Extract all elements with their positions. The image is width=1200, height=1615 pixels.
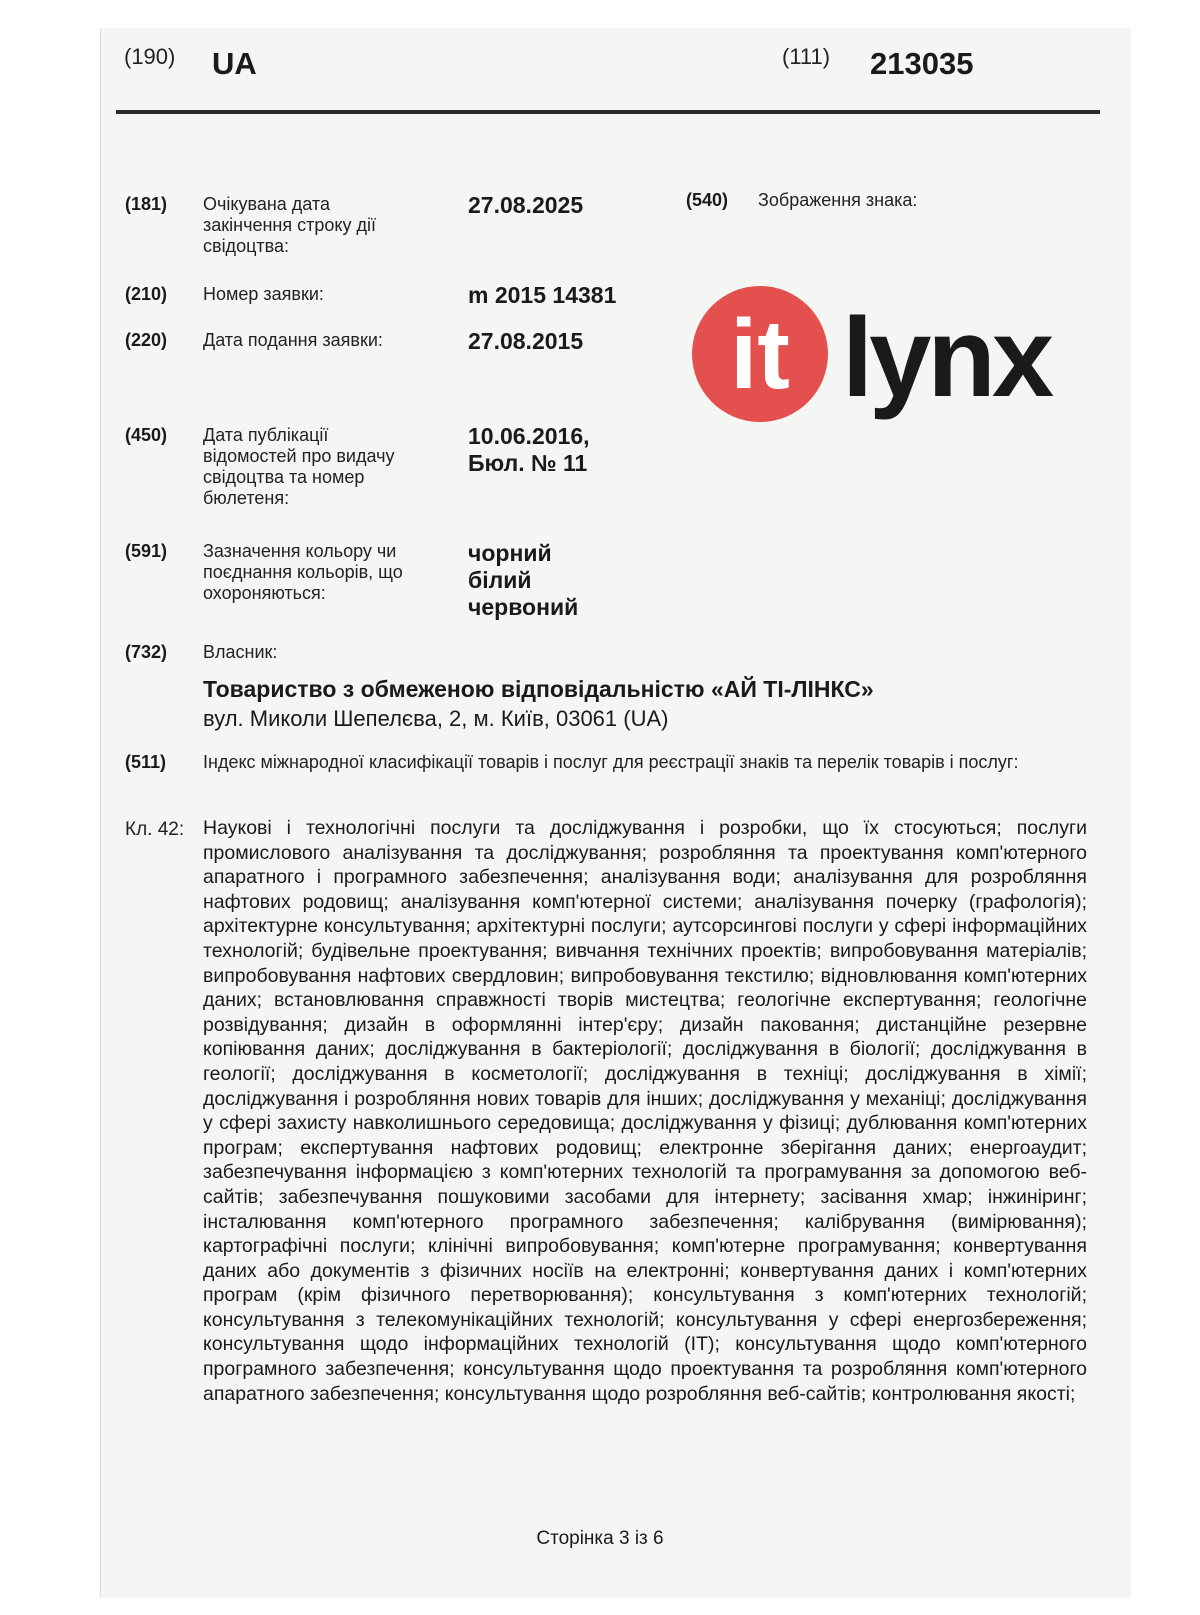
country-code: UA [212, 46, 257, 81]
country-code-label: (190) [124, 44, 176, 69]
owner-address: вул. Миколи Шепелєва, 2, м. Київ, 03061 (UA) [203, 706, 669, 731]
field-label-mark-image: Зображення знака: [758, 190, 918, 210]
field-label-filing-date: Дата подання заявки: [203, 330, 383, 350]
field-code-220: (220) [125, 330, 168, 350]
reg-number-label: (111) [782, 44, 831, 69]
field-value-filing-date: 27.08.2015 [468, 328, 584, 354]
logo-circle-text: it [730, 299, 790, 409]
field-value-colors: чорний білий червоний [468, 540, 579, 620]
class-label: Кл. 42: [125, 819, 185, 840]
field-value-publication: 10.06.2016, Бюл. № 11 [468, 423, 590, 476]
field-label-owner: Власник: [203, 642, 278, 662]
class-services-text: Наукові і технологічні послуги та досліджування і розробки, що їх стосуються; послуги промислового аналізування та досліджування; розробляння та проектування комп'ютерного апаратного і програмного забезпечення; аналізування води; аналізування для розробляння нафтових родовищ; аналізування комп'ютерної системи; аналізування почерку (графологія); архітектурне консультування; архітектурні послуги; аутсорсингові послуги у сфері інформаційних технологій; будівельне проектування; вивчання технічних проектів; випробовування матеріалів; випробовування нафтових свердловин; випробовування текстилю; відновлювання комп'ютерних даних; встановлювання справжності творів мистецтва; геологічне експертування; геологічне розвідування; дизайн в оформлянні інтер'єру; дизайн паковання; дистанційне резервне копіювання даних; досліджування в бактеріології; досліджування в біології; досліджування в геології; досліджування в косметології; досліджування в техніці; досліджування в хімії; досліджування і розробляння нових товарів для інших; досліджування у механіці; досліджування у сфері захисту навколишнього середовища; досліджування у фізиці; дублювання комп'ютерних програм; експертування нафтових родовищ; електронне зберігання даних; енергоаудит; забезпечування інформацією з комп'ютерних технологій та програмування за допомогою веб-сайтів; забезпечування пошуковими засобами для інтернету; засівання хмар; інжиніринг; інсталювання комп'ютерного програмного забезпечення; калібрування (вимірювання); картографічні послуги; клінічні випробовування; комп'ютерне програмування; конвертування даних або документів з фізичних носіїв на електронні; конвертування даних і комп'ютерних програм (крім фізичного перетворювання); консультування з комп'ютерних технологій; консультування з телекомунікаційних технологій; консультування у сфері енергозбереження; консультування щодо інформаційних технологій (ІТ); консультування щодо комп'ютерного програмного забезпечення; консультування щодо проектування та розробляння комп'ютерного апаратного забезпечення; консультування щодо розробляння веб-сайтів; контролювання якості; [203, 817, 1087, 1405]
field-label-colors: Зазначення кольору чи поєднання кольорів, що охороняються: [203, 541, 403, 603]
field-code-732: (732) [125, 642, 168, 662]
header-divider [116, 110, 1100, 114]
logo-wordmark: lynx [842, 295, 1051, 420]
reg-number: 213035 [870, 46, 974, 81]
logo-graphic [690, 284, 1070, 434]
field-value-application-number: m 2015 14381 [468, 282, 617, 308]
field-label-publication: Дата публікації відомостей про видачу свідоцтва та номер бюлетеня: [203, 425, 395, 508]
field-code-540: (540) [686, 190, 729, 210]
field-code-181: (181) [125, 194, 168, 214]
field-code-511: (511) [125, 752, 167, 772]
itlynx-logo [690, 284, 1070, 439]
field-code-210: (210) [125, 284, 168, 304]
field-code-450: (450) [125, 425, 168, 445]
owner-name: Товариство з обмеженою відповідальністю «АЙ ТІ-ЛІНКС» [203, 676, 874, 702]
field-label-application-number: Номер заявки: [203, 284, 324, 304]
field-value-expiry: 27.08.2025 [468, 192, 584, 218]
field-label-classification: Індекс міжнародної класифікації товарів і послуг для реєстрації знаків та перелік товарів і послуг: [203, 752, 1019, 772]
page-number: Сторінка 3 із 6 [536, 1528, 664, 1549]
field-label-expiry: Очікувана дата закінчення строку дії свідоцтва: [203, 194, 376, 256]
field-code-591: (591) [125, 541, 168, 561]
